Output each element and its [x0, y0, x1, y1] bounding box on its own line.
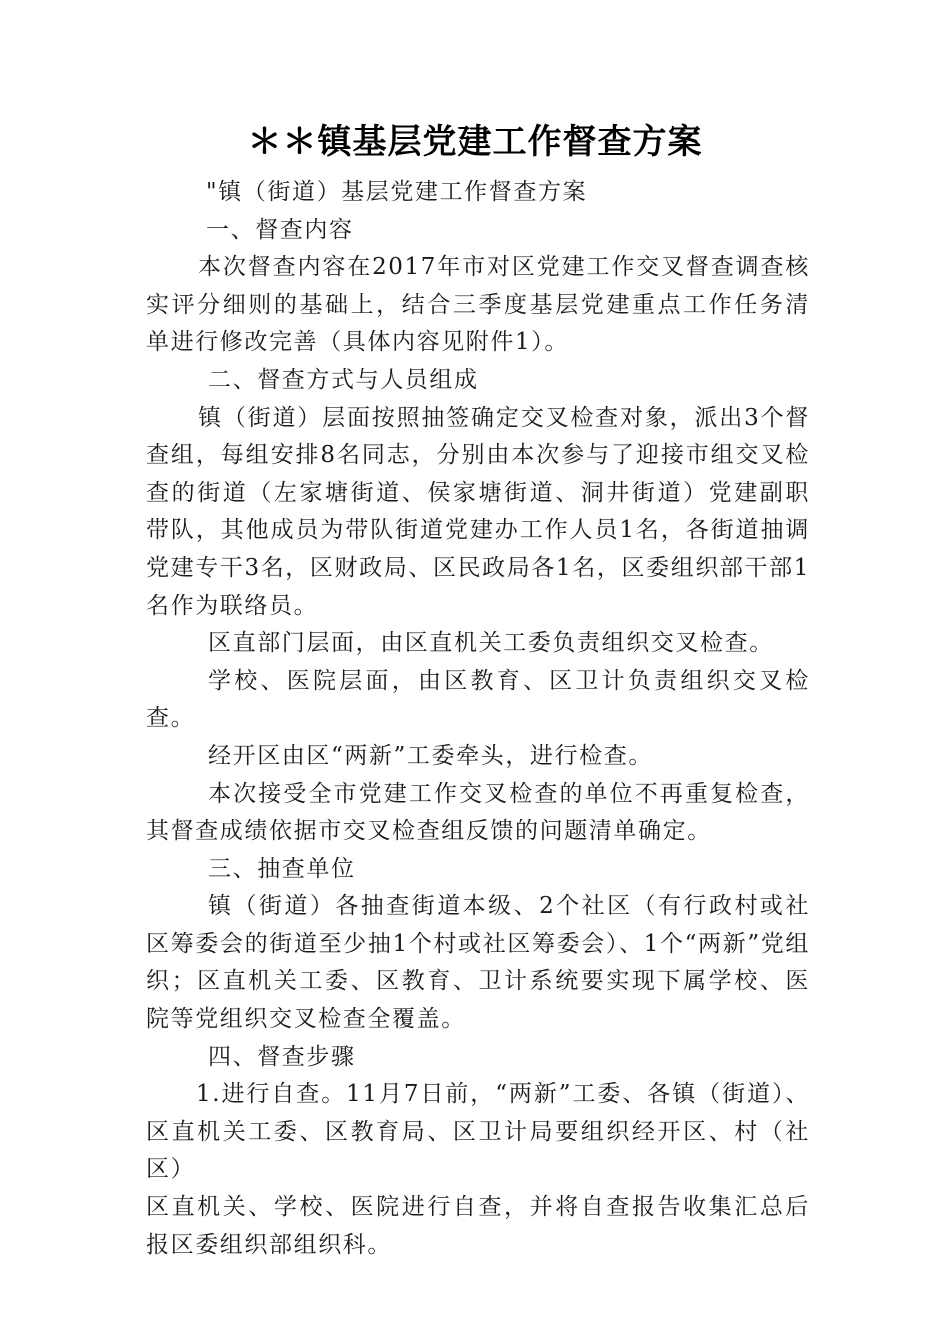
- paragraph-step-1: 1.进行自查。11月7日前，“两新”工委、各镇（街道）、区直机关工委、区教育局、区卫计局要组织经开区、村（社区）: [146, 1081, 810, 1183]
- section-heading-1: 一、督查内容: [206, 216, 354, 243]
- paragraph-school-hospital: 学校、医院层面，由区教育、区卫计负责组织交叉检查。: [146, 667, 810, 732]
- paragraph-development-zone: 经开区由区“两新”工委牵头，进行检查。: [208, 742, 653, 769]
- document-body: [146, 174, 810, 1264]
- section-heading-3: 三、抽查单位: [208, 855, 356, 882]
- paragraph-method: 镇（街道）层面按照抽签确定交叉检查对象，派出3个督查组，每组安排8名同志，分别由本次参与了迎接市组交叉检查的街道（左家塘街道、侯家塘街道、洞井街道）党建副职带队，其他成员为带队街道党建办工作人员1名，各街道抽调党建专干3名，区财政局、区民政局各1名，区委组织部干部1名作为联络员。: [146, 404, 810, 619]
- document-title: ＊＊镇基层党建工作督查方案: [247, 122, 703, 162]
- paragraph-step-1-continued: 区直机关、学校、医院进行自查，并将自查报告收集汇总后报区委组织部组织科。: [146, 1194, 810, 1258]
- paragraph-exemption: 本次接受全市党建工作交叉检查的单位不再重复检查，其督查成绩依据市交叉检查组反馈的问题清单确定。: [146, 780, 810, 845]
- paragraph-content: 本次督查内容在2017年市对区党建工作交叉督查调查核实评分细则的基础上，结合三季度基层党建重点工作任务清单进行修改完善（具体内容见附件1）。: [146, 254, 810, 356]
- paragraph-sampling: 镇（街道）各抽查街道本级、2个社区（有行政村或社区筹委会的街道至少抽1个村或社区筹委会）、1个“两新”党组织；区直机关工委、区教育、卫计系统要实现下属学校、医院等党组织交叉检查全覆盖。: [146, 893, 810, 1033]
- subtitle-paragraph: "镇（街道）基层党建工作督查方案: [206, 179, 588, 205]
- section-heading-2: 二、督查方式与人员组成: [208, 366, 479, 393]
- section-heading-4: 四、督查步骤: [208, 1043, 356, 1070]
- paragraph-department: 区直部门层面，由区直机关工委负责组织交叉检查。: [208, 630, 774, 657]
